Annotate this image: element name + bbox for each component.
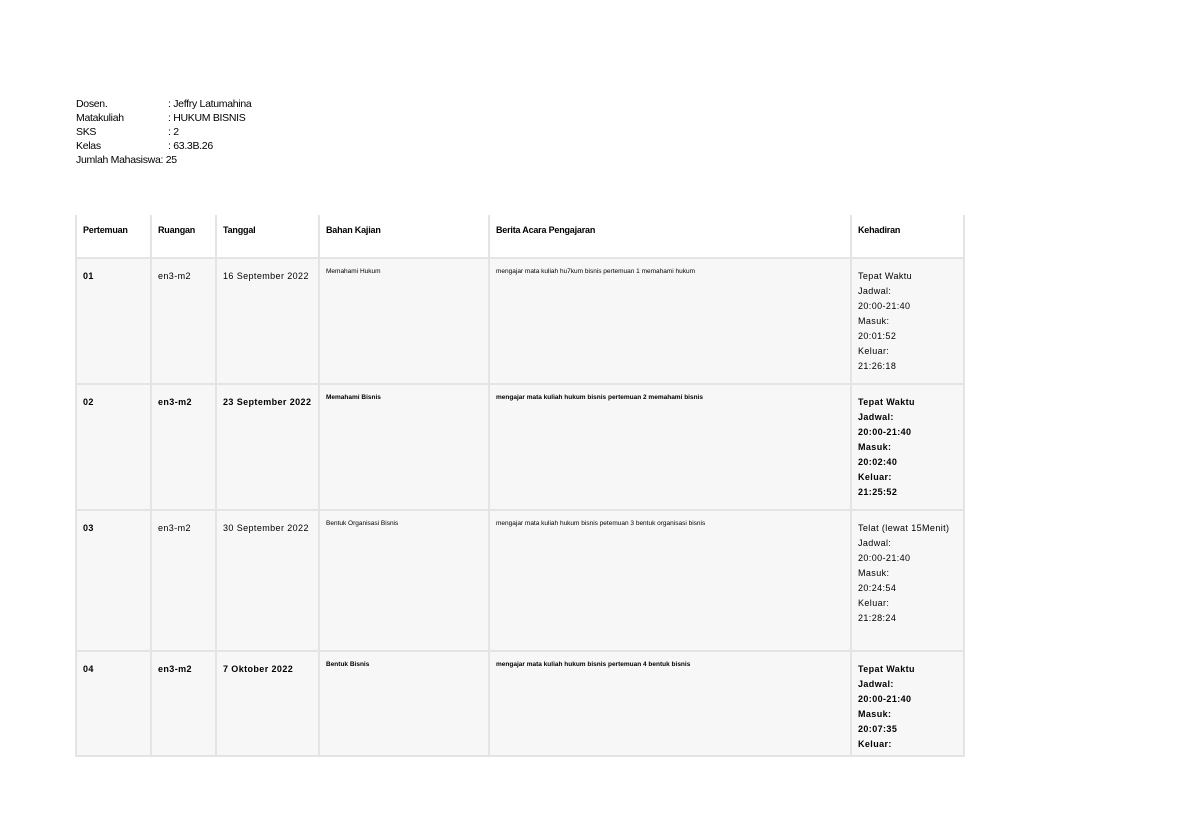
attendance-table [75,215,965,757]
info-dosen [76,97,251,111]
info-matakuliah-value: : HUKUM BISNIS [168,112,246,124]
jadwal-value: 20:00-21:40 [858,694,912,704]
info-kelas-label: Kelas [76,140,101,152]
keluar-label: Keluar: [858,472,892,482]
info-sks [76,125,251,139]
header-tanggal: Tanggal [216,215,319,258]
cell-tanggal: 30 September 2022 [216,510,319,651]
cell-bahan-kajian: Bentuk Organisasi Bisnis [319,510,489,651]
info-jumlah-label: Jumlah Mahasiswa [76,154,161,166]
keluar-value: 21:25:52 [858,487,898,497]
info-matakuliah [76,111,251,125]
masuk-value: 20:01:52 [858,331,897,341]
header-ruangan: Ruangan [151,215,216,258]
keluar-label: Keluar: [858,598,890,608]
table-header-row [76,215,964,258]
header-kehadiran: Kehadiran [851,215,964,258]
info-jumlah [76,153,251,167]
attendance-status: Tepat Waktu [858,271,913,281]
cell-pertemuan: 02 [76,384,151,510]
cell-berita-acara: mengajar mata kuliah hu7kum bisnis pertemuan 1 memahami hukum [489,258,851,384]
attendance-status: Tepat Waktu [858,397,915,407]
info-sks-label: SKS [76,126,97,138]
keluar-label: Keluar: [858,739,892,749]
cell-kehadiran [851,510,964,651]
jadwal-label: Jadwal: [858,286,892,296]
cell-ruangan: en3-m2 [151,510,216,651]
cell-ruangan: en3-m2 [151,258,216,384]
info-dosen-label: Dosen. [76,98,108,110]
keluar-value: 21:26:18 [858,361,897,371]
masuk-label: Masuk: [858,568,890,578]
info-sks-value: : 2 [168,126,179,138]
header-bahan-kajian: Bahan Kajian [319,215,489,258]
header-berita-acara: Berita Acara Pengajaran [489,215,851,258]
cell-tanggal: 7 Oktober 2022 [216,651,319,756]
table-row [76,258,964,384]
cell-kehadiran [851,651,964,756]
info-kelas-value: : 63.3B.26 [168,140,213,152]
cell-tanggal: 16 September 2022 [216,258,319,384]
cell-pertemuan: 04 [76,651,151,756]
attendance-status: Telat (lewat 15Menit) [858,523,950,533]
jadwal-value: 20:00-21:40 [858,427,912,437]
info-kelas [76,139,251,153]
attendance-status: Tepat Waktu [858,664,915,674]
header-pertemuan: Pertemuan [76,215,151,258]
table-row [76,384,964,510]
info-matakuliah-label: Matakuliah [76,112,124,124]
masuk-label: Masuk: [858,442,892,452]
cell-ruangan: en3-m2 [151,651,216,756]
info-dosen-value: : Jeffry Latumahina [168,98,252,110]
keluar-value: 21:28:24 [858,613,897,623]
jadwal-value: 20:00-21:40 [858,301,911,311]
cell-pertemuan: 01 [76,258,151,384]
cell-berita-acara: mengajar mata kuliah hukum bisnis pertemuan 4 bentuk bisnis [489,651,851,756]
table-row [76,651,964,756]
masuk-value: 20:02:40 [858,457,898,467]
cell-kehadiran [851,258,964,384]
cell-pertemuan: 03 [76,510,151,651]
info-jumlah-value: : 25 [160,154,177,166]
table-row [76,510,964,651]
cell-kehadiran [851,384,964,510]
jadwal-label: Jadwal: [858,412,894,422]
masuk-value: 20:24:54 [858,583,897,593]
jadwal-label: Jadwal: [858,538,892,548]
cell-berita-acara: mengajar mata kuliah hukum bisnis pertemuan 2 memahami bisnis [489,384,851,510]
jadwal-label: Jadwal: [858,679,894,689]
cell-bahan-kajian: Memahami Hukum [319,258,489,384]
jadwal-value: 20:00-21:40 [858,553,911,563]
masuk-label: Masuk: [858,316,890,326]
course-info [76,97,251,167]
cell-tanggal: 23 September 2022 [216,384,319,510]
keluar-label: Keluar: [858,346,890,356]
masuk-value: 20:07:35 [858,724,898,734]
masuk-label: Masuk: [858,709,892,719]
cell-bahan-kajian: Memahami Bisnis [319,384,489,510]
cell-ruangan: en3-m2 [151,384,216,510]
cell-bahan-kajian: Bentuk Bisnis [319,651,489,756]
cell-berita-acara: mengajar mata kuliah hukum bisnis petemuan 3 bentuk organisasi bisnis [489,510,851,651]
